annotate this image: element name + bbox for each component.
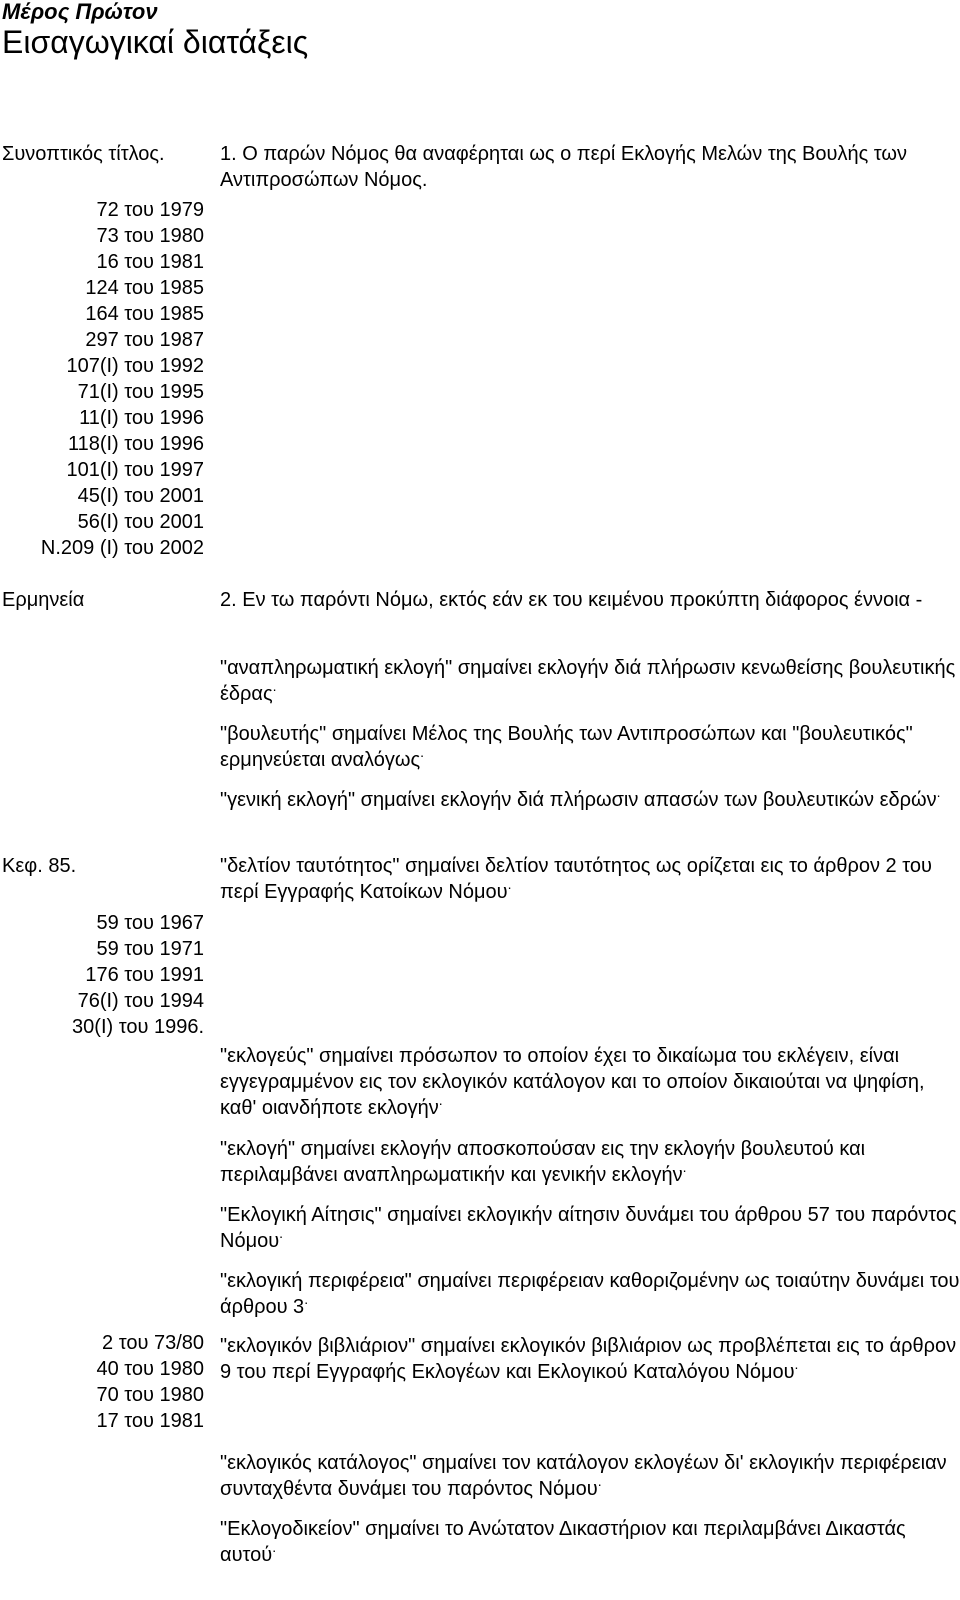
amendment-ref: 124 του 1985 [85, 277, 204, 299]
definition: "εκλογικός κατάλογος" σημαίνει τον κατάλογον εκλογέων δι' εκλογικήν περιφέρειαν συνταχθέντα δυνάμει του παρόντος Νόμου. [220, 1452, 947, 1500]
amendment-ref: 11(I) του 1996 [79, 407, 204, 429]
amendment-ref: 76(I) του 1994 [77, 990, 204, 1012]
document-title: Εισαγωγικαί διατάξεις [2, 24, 309, 60]
margin-label-chapter-85: Κεφ. 85. [2, 855, 77, 877]
definition: "εκλογικόν βιβλιάριον" σημαίνει εκλογικόν βιβλιάριον ως προβλέπεται εις το άρθρον 9 του περί Εγγραφής Εκλογέων και Εκλογικού Καταλόγου Νόμου. [220, 1335, 957, 1383]
amendment-ref: 101(I) του 1997 [66, 459, 204, 481]
amendment-ref: 2 του 73/80 [102, 1332, 204, 1354]
definition: "Εκλογική Αίτησις" σημαίνει εκλογικήν αίτησιν δυνάμει του άρθρου 57 του παρόντος Νόμου. [220, 1204, 957, 1252]
amendment-ref: 164 του 1985 [85, 303, 204, 325]
definition: "εκλογεύς" σημαίνει πρόσωπον το οποίον έχει το δικαίωμα του εκλέγειν, είναι εγγεγραμμένον εις τον εκλογικόν κατάλογον και το οποίον δικαιούται να ψηφίση, καθ' οιανδήποτε εκλογήν. [220, 1045, 925, 1119]
margin-label-short-title: Συνοπτικός τίτλος. [2, 143, 165, 165]
amendment-ref: 73 του 1980 [96, 225, 204, 247]
definition: "εκλογή" σημαίνει εκλογήν αποσκοπούσαν εις την εκλογήν βουλευτού και περιλαμβάνει αναπληρωματικήν και γενικήν εκλογήν. [220, 1138, 866, 1186]
amendment-ref: Ν.209 (I) του 2002 [40, 537, 204, 559]
amendment-ref: 72 του 1979 [96, 199, 204, 221]
amendment-ref: 17 του 1981 [96, 1410, 204, 1432]
part-heading: Μέρος Πρώτον [2, 0, 158, 24]
definition: "εκλογική περιφέρεια" σημαίνει περιφέρειαν καθοριζομένην ως τοιαύτην δυνάμει του άρθρου 3. [220, 1270, 960, 1318]
amendment-ref: 107(I) του 1992 [66, 355, 204, 377]
amendment-ref: 118(I) του 1996 [67, 433, 204, 455]
definition: "αναπληρωματική εκλογή" σημαίνει εκλογήν διά πλήρωσιν κενωθείσης βουλευτικής έδρας. [220, 657, 956, 705]
definition: "δελτίον ταυτότητος" σημαίνει δελτίον ταυτότητος ως ορίζεται εις το άρθρον 2 του περί Εγγραφής Κατοίκων Νόμου. [220, 855, 932, 903]
definition: "γενική εκλογή" σημαίνει εκλογήν διά πλήρωσιν απασών των βουλευτικών εδρών. [220, 784, 941, 811]
definition: "Εκλογοδικείον" σημαίνει το Ανώτατον Δικαστήριον και περιλαμβάνει Δικαστάς αυτού. [220, 1518, 906, 1566]
amendment-ref: 45(I) του 2001 [77, 485, 204, 507]
amendment-ref: 56(I) του 2001 [77, 511, 204, 533]
lower-amendment-refs [0, 1330, 204, 1434]
amendment-ref: 40 του 1980 [96, 1358, 204, 1380]
section-1-text: 1. Ο παρών Νόμος θα αναφέρηται ως ο περί Εκλογής Μελών της Βουλής των Αντιπροσώπων Νόμος. [220, 143, 907, 191]
amendment-ref: 71(I) του 1995 [77, 381, 204, 403]
section-1-amendment-refs [0, 197, 204, 561]
amendment-ref: 59 του 1967 [96, 912, 204, 934]
amendment-ref: 30(I) του 1996. [72, 1016, 204, 1038]
amendment-ref: 59 του 1971 [96, 938, 204, 960]
chapter-85-amendment-refs [0, 910, 204, 1040]
amendment-ref: 70 του 1980 [96, 1384, 204, 1406]
definition: "βουλευτής" σημαίνει Μέλος της Βουλής των Αντιπροσώπων και "βουλευτικός" ερμηνεύεται αναλόγως. [220, 723, 913, 771]
amendment-ref: 297 του 1987 [85, 329, 204, 351]
amendment-ref: 176 του 1991 [85, 964, 204, 986]
section-2-intro: 2. Εν τω παρόντι Νόμω, εκτός εάν εκ του κειμένου προκύπτη διάφορος έννοια - [220, 589, 923, 611]
amendment-ref: 16 του 1981 [96, 251, 204, 273]
margin-label-interpretation: Ερμηνεία [2, 589, 85, 611]
